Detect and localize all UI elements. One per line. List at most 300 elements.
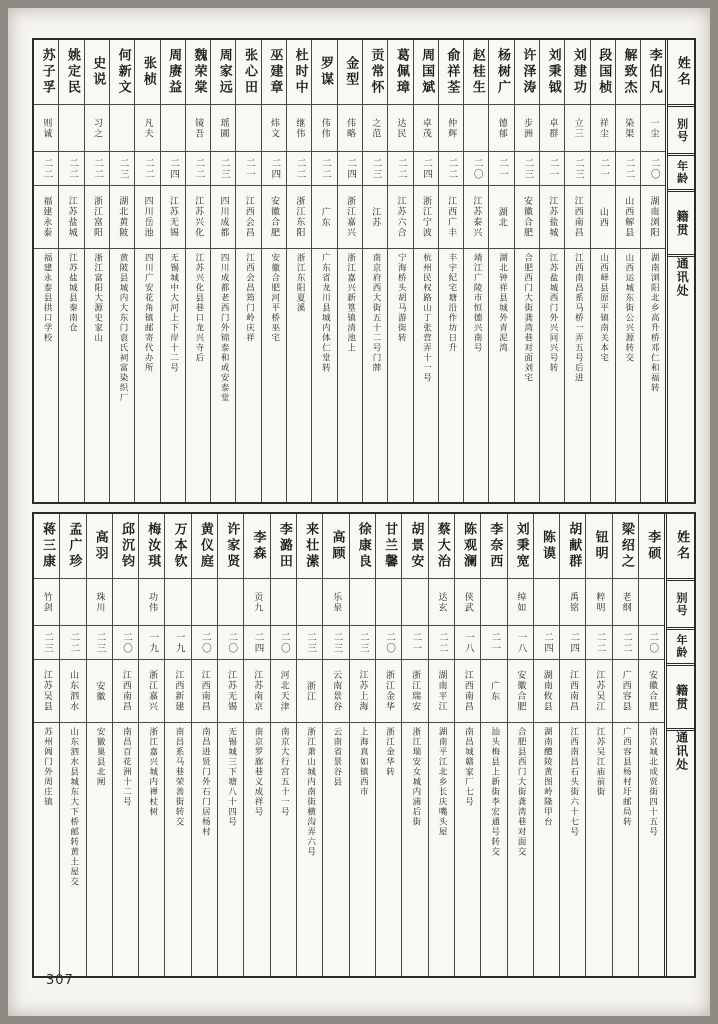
person-native-text: 四川成都: [218, 196, 229, 238]
directory-table-bottom: [32, 512, 696, 978]
person-alias: [515, 104, 539, 151]
person-native-text: 浙江金华: [383, 670, 394, 712]
person-age: [113, 625, 138, 659]
person-alias: [211, 104, 235, 151]
person-alias: [110, 104, 134, 151]
person-native: [34, 185, 58, 248]
person-address-text: 湖北钟祥县城外青泥湾: [497, 253, 508, 353]
person-native-text: 江苏无锡: [167, 196, 178, 238]
person-alias: [135, 104, 159, 151]
person-age: [59, 151, 83, 185]
person-native-text: 江西南昌: [572, 196, 583, 238]
person-address-text: 南昌百花洲十二号: [121, 727, 132, 807]
person-native-text: 江西广丰: [446, 196, 457, 238]
header-alias: [668, 104, 694, 153]
person-native: [591, 185, 615, 248]
person-age-text: 二〇: [647, 631, 659, 654]
person-address: [641, 248, 665, 502]
person-column: [217, 514, 243, 976]
person-address: [113, 722, 138, 976]
person-address-text: 云南省景谷县: [331, 727, 342, 787]
person-age: [565, 151, 589, 185]
person-age: [508, 625, 533, 659]
person-address: [376, 722, 401, 976]
person-alias: [414, 104, 438, 151]
person-age: [429, 625, 454, 659]
person-name: [591, 40, 615, 104]
person-age: [60, 625, 85, 659]
person-name-text: 甘兰馨: [382, 522, 398, 570]
person-alias-text: 仲辉: [446, 117, 457, 139]
person-age-text: 二三: [331, 631, 343, 654]
person-age-text: 二三: [370, 157, 382, 180]
person-name-text: 胡景安: [408, 522, 424, 570]
person-name-text: 苏子孚: [39, 48, 55, 96]
person-column: [261, 40, 286, 502]
person-name-text: 刘建功: [570, 48, 586, 96]
person-address-text: 江苏兴化县巷口龙兴寺后: [193, 253, 204, 363]
person-age: [639, 625, 664, 659]
header-age: [667, 627, 694, 663]
person-column: [401, 514, 427, 976]
header-alias-text: 别号: [675, 117, 689, 143]
person-age-text: 二二: [436, 631, 448, 654]
person-age: [338, 151, 362, 185]
person-age: [135, 151, 159, 185]
person-alias-text: 染渠: [623, 117, 634, 139]
person-native: [429, 659, 454, 722]
person-native: [540, 185, 564, 248]
person-age: [262, 151, 286, 185]
person-age-text: 二三: [305, 631, 317, 654]
person-address-text: 浙江嘉兴城内禅杖树: [147, 727, 158, 817]
person-native-text: 安徽合肥: [269, 196, 280, 238]
header-column: [665, 40, 694, 502]
person-name: [165, 514, 190, 578]
person-name: [586, 514, 611, 578]
person-column: [612, 514, 638, 976]
person-native: [312, 185, 336, 248]
person-native-text: 江西新建: [173, 670, 184, 712]
person-native-text: 江西会昌: [243, 196, 254, 238]
person-address: [139, 722, 164, 976]
person-name-text: 李硕: [645, 530, 661, 562]
person-native: [85, 185, 109, 248]
person-age-text: 二二: [319, 157, 331, 180]
person-column: [58, 40, 83, 502]
person-native: [560, 659, 585, 722]
person-address: [85, 248, 109, 502]
person-alias: [376, 578, 401, 625]
person-name: [489, 40, 513, 104]
person-native: [113, 659, 138, 722]
person-name-text: 姚定民: [64, 48, 80, 96]
person-address: [616, 248, 640, 502]
person-age: [161, 151, 185, 185]
person-native-text: 浙江宁波: [420, 196, 431, 238]
person-name: [616, 40, 640, 104]
person-native: [211, 185, 235, 248]
person-name-text: 刘秉宽: [513, 522, 529, 570]
person-name-text: 梁绍之: [618, 522, 634, 570]
person-address: [534, 722, 559, 976]
person-column: [564, 40, 589, 502]
person-name-text: 李奈西: [487, 522, 503, 570]
person-native: [350, 659, 375, 722]
person-age-text: 二三: [357, 631, 369, 654]
person-name-text: 李伯凡: [646, 48, 662, 96]
person-age-text: 二一: [244, 157, 256, 180]
person-address: [540, 248, 564, 502]
person-address-text: 南京城北成贤街四十五号: [647, 727, 658, 837]
person-name-text: 魏荣棠: [191, 48, 207, 96]
person-alias: [429, 578, 454, 625]
person-column: [160, 40, 185, 502]
person-native-text: 江苏: [370, 206, 381, 228]
person-alias: [165, 578, 190, 625]
person-name-text: 高羽: [92, 530, 108, 562]
person-age-text: 二四: [252, 631, 264, 654]
person-address-text: 浙江瑞安女城内浦后街: [410, 727, 421, 827]
person-address: [60, 722, 85, 976]
person-age: [363, 151, 387, 185]
header-name-text: 姓名: [674, 56, 690, 88]
person-column: [514, 40, 539, 502]
person-native-text: 云南景谷: [331, 670, 342, 712]
person-name: [297, 514, 322, 578]
person-age-text: 二一: [489, 631, 501, 654]
person-alias: [439, 104, 463, 151]
person-native: [165, 659, 190, 722]
person-native-text: 山东泗水: [68, 670, 79, 712]
person-age-text: 二三: [218, 157, 230, 180]
person-native: [613, 659, 638, 722]
person-address: [297, 722, 322, 976]
person-age-text: 一九: [147, 631, 159, 654]
person-column: [413, 40, 438, 502]
person-name: [641, 40, 665, 104]
person-name-text: 陈观澜: [461, 522, 477, 570]
person-alias-text: 德郁: [496, 117, 507, 139]
person-address: [388, 248, 412, 502]
person-age: [244, 625, 269, 659]
person-name-text: 黄仪庭: [197, 522, 213, 570]
person-name-text: 杜时中: [292, 48, 308, 96]
person-column: [185, 40, 210, 502]
person-age-text: 二一: [410, 631, 422, 654]
header-address: [668, 254, 694, 502]
person-age-text: 二〇: [384, 631, 396, 654]
person-native-text: 广东: [319, 206, 330, 228]
person-name-text: 周家远: [216, 48, 232, 96]
person-name-text: 杨树广: [495, 48, 511, 96]
person-name: [429, 514, 454, 578]
person-age-text: 二〇: [278, 631, 290, 654]
person-name: [560, 514, 585, 578]
person-name: [455, 514, 480, 578]
person-alias: [323, 578, 348, 625]
header-native-text: 籍贯: [674, 683, 689, 711]
person-age: [560, 625, 585, 659]
directory-table-top: [32, 38, 696, 504]
person-age: [534, 625, 559, 659]
person-age-text: 二二: [446, 157, 458, 180]
person-alias: [350, 578, 375, 625]
header-name: [667, 514, 694, 578]
person-address: [429, 722, 454, 976]
person-native-text: 广西容县: [620, 670, 631, 712]
person-native: [586, 659, 611, 722]
person-alias-text: 伟略: [344, 117, 355, 139]
person-alias: [192, 578, 217, 625]
person-address: [271, 722, 296, 976]
person-address: [287, 248, 311, 502]
person-age-text: 二三: [572, 157, 584, 180]
person-column: [507, 514, 533, 976]
person-alias-text: 步洲: [522, 117, 533, 139]
person-column: [375, 514, 401, 976]
person-alias-text: 乐泉: [331, 591, 342, 613]
person-alias-text: 竹剑: [41, 591, 52, 613]
header-age-text: 年龄: [675, 634, 689, 659]
person-native: [565, 185, 589, 248]
person-alias: [113, 578, 138, 625]
person-native-text: 安徽合肥: [522, 196, 533, 238]
person-alias-text: 炜文: [269, 117, 280, 139]
person-native: [161, 185, 185, 248]
person-age-text: 一八: [515, 631, 527, 654]
person-address-text: 山西峄县原平镇南关本宅: [598, 253, 609, 363]
person-age: [87, 625, 112, 659]
person-age-text: 二三: [117, 157, 129, 180]
person-name: [87, 514, 112, 578]
person-address-text: 上海真如镇西市: [358, 727, 369, 797]
person-column: [539, 40, 564, 502]
person-native: [388, 185, 412, 248]
person-native-text: 湖北: [496, 206, 507, 228]
person-native-text: 浙江嘉兴: [147, 670, 157, 712]
person-alias: [613, 578, 638, 625]
person-native-text: 江苏吴江: [594, 670, 605, 712]
header-alias-text: 别号: [675, 591, 689, 617]
person-age: [414, 151, 438, 185]
person-name-text: 邱沉钧: [118, 522, 134, 570]
person-name-text: 许泽涛: [520, 48, 536, 96]
person-address-text: 浙江金华转: [384, 727, 395, 777]
person-column: [454, 514, 480, 976]
person-name-text: 许家贤: [224, 522, 240, 570]
person-alias: [87, 578, 112, 625]
person-name-text: 万本钦: [171, 522, 187, 570]
person-alias-text: 达玄: [436, 591, 447, 613]
person-age-text: 二〇: [471, 157, 483, 180]
person-alias: [455, 578, 480, 625]
person-native: [464, 185, 488, 248]
person-alias-text: 立三: [572, 117, 583, 139]
person-native: [508, 659, 533, 722]
person-name: [414, 40, 438, 104]
person-column: [235, 40, 260, 502]
person-name-text: 周国斌: [419, 48, 435, 96]
person-native-text: 山西解县: [623, 196, 634, 238]
person-alias: [271, 578, 296, 625]
person-name: [211, 40, 235, 104]
person-column: [134, 40, 159, 502]
person-address: [218, 722, 243, 976]
person-alias: [641, 104, 665, 151]
person-address: [439, 248, 463, 502]
person-name: [85, 40, 109, 104]
person-name: [565, 40, 589, 104]
person-age: [271, 625, 296, 659]
person-column: [311, 40, 336, 502]
person-age: [287, 151, 311, 185]
person-alias-text: 伟伟: [319, 117, 330, 139]
person-column: [138, 514, 164, 976]
person-age-text: 二〇: [199, 631, 211, 654]
person-age-text: 二三: [42, 631, 54, 654]
person-native-text: 江西南昌: [120, 670, 131, 712]
person-address-text: 南京大行宫五十一号: [279, 727, 290, 817]
person-column: [362, 40, 387, 502]
person-address-text: 江苏吴江庙前街: [595, 727, 606, 797]
person-native-text: 四川岳池: [142, 196, 153, 238]
person-column: [164, 514, 190, 976]
person-address-text: 广东省龙川县城内体仁堂转: [320, 253, 331, 373]
person-native: [455, 659, 480, 722]
header-name-text: 姓名: [674, 530, 690, 562]
person-native: [641, 185, 665, 248]
person-alias-text: 祥尘: [597, 117, 608, 139]
person-age: [165, 625, 190, 659]
person-age: [350, 625, 375, 659]
person-name-text: 蒋三康: [40, 522, 56, 570]
person-alias-text: 侠武: [462, 591, 473, 613]
person-alias: [565, 104, 589, 151]
person-name-text: 来壮潆: [303, 522, 319, 570]
header-column: [664, 514, 694, 976]
person-column: [533, 514, 559, 976]
person-address: [312, 248, 336, 502]
person-address: [236, 248, 260, 502]
person-alias-text: 瑶圃: [218, 117, 229, 139]
person-address: [591, 248, 615, 502]
person-address-text: 江苏盐城县秦南仓: [67, 253, 78, 333]
header-alias: [667, 578, 694, 627]
person-age-text: 二二: [294, 157, 306, 180]
person-column: [59, 514, 85, 976]
person-address-text: 宁海桥头胡马游街转: [396, 253, 407, 343]
person-column: [585, 514, 611, 976]
person-alias: [287, 104, 311, 151]
person-age-text: 二一: [547, 157, 559, 180]
person-address-text: 黄陂县城内大东门袁氏祠富染织厂: [117, 253, 128, 403]
person-native-text: 江苏吴县: [41, 670, 52, 712]
person-column: [210, 40, 235, 502]
person-age-text: 二二: [623, 157, 635, 180]
person-alias-text: 绰如: [515, 591, 526, 613]
person-alias-text: 珠川: [94, 591, 105, 613]
person-address-text: 合肥县西门大街龚湾巷对面交: [516, 727, 527, 857]
person-address-text: 福建永泰县拱口学校: [42, 253, 53, 343]
person-alias: [85, 104, 109, 151]
person-column: [286, 40, 311, 502]
person-address-text: 湖南浏阳北乡高升桥邓仁和福转: [649, 253, 660, 393]
person-alias: [540, 104, 564, 151]
person-native-text: 安徽合肥: [515, 670, 526, 712]
person-address: [613, 722, 638, 976]
person-age: [481, 625, 506, 659]
person-age: [586, 625, 611, 659]
person-alias: [34, 104, 58, 151]
person-name-text: 贡常怀: [368, 48, 384, 96]
person-column: [615, 40, 640, 502]
person-column: [112, 514, 138, 976]
person-column: [34, 514, 59, 976]
person-address: [262, 248, 286, 502]
person-native: [34, 659, 59, 722]
person-name: [363, 40, 387, 104]
header-native: [668, 189, 694, 254]
person-native-text: 江苏六合: [395, 196, 406, 238]
person-age-text: 二四: [168, 157, 180, 180]
person-column: [191, 514, 217, 976]
header-name: [668, 40, 694, 104]
person-address: [161, 248, 185, 502]
person-age: [591, 151, 615, 185]
person-age: [376, 625, 401, 659]
person-name-text: 张心田: [242, 48, 258, 96]
person-alias: [591, 104, 615, 151]
person-native-text: 江苏上海: [357, 670, 368, 712]
person-age: [323, 625, 348, 659]
person-address-text: 靖江广陵市恒德兴南号: [472, 253, 483, 353]
person-native: [323, 659, 348, 722]
person-native-text: 江苏南京: [252, 670, 263, 712]
person-age-text: 二二: [620, 631, 632, 654]
person-address-text: 浙江萧山城内南街横沟弄六号: [305, 727, 316, 857]
person-name: [613, 514, 638, 578]
person-name: [113, 514, 138, 578]
person-native-text: 湖北黄陂: [117, 196, 128, 238]
person-native: [218, 659, 243, 722]
person-name-text: 李森: [250, 530, 266, 562]
person-address: [87, 722, 112, 976]
header-address-text: 通讯处: [674, 731, 689, 772]
person-name: [312, 40, 336, 104]
person-age: [312, 151, 336, 185]
person-name-text: 钮明: [592, 530, 608, 562]
person-column: [638, 514, 664, 976]
person-age: [34, 625, 59, 659]
person-name: [464, 40, 488, 104]
header-address-text: 通讯处: [675, 257, 690, 298]
person-address-text: 南京府西大街五十二号门牌: [370, 253, 381, 373]
person-alias-text: 习之: [91, 117, 102, 139]
person-alias: [312, 104, 336, 151]
person-address-text: 浙江嘉兴新篁镇清池上: [345, 253, 356, 353]
person-alias: [218, 578, 243, 625]
person-column: [86, 514, 112, 976]
person-address-text: 南昌城赣家厂七号: [463, 727, 474, 807]
person-address: [489, 248, 513, 502]
person-native: [287, 185, 311, 248]
person-name-text: 周赓益: [166, 48, 182, 96]
person-alias: [34, 578, 59, 625]
person-address: [59, 248, 83, 502]
person-address-text: 浙江东阳夏溪: [295, 253, 306, 313]
header-native-text: 籍贯: [675, 209, 690, 237]
